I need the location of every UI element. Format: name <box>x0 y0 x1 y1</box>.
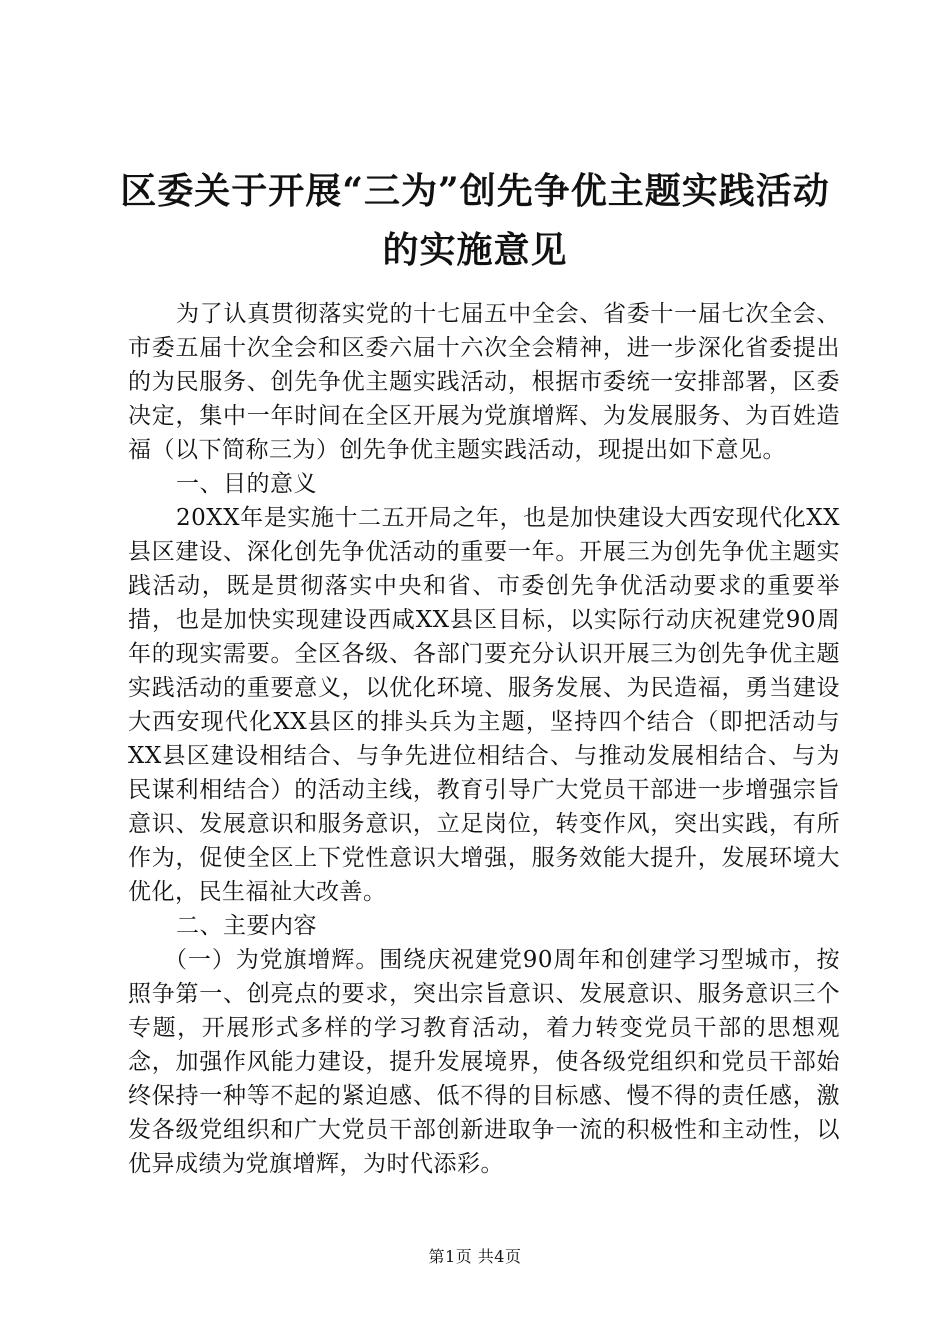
document-title-line-1: 区委关于开展“三为”创先争优主题实践活动 <box>120 170 830 212</box>
section-heading-purpose: 一、目的意义 <box>176 471 317 497</box>
section-heading-content: 二、主要内容 <box>176 913 317 939</box>
document-body <box>128 297 840 1181</box>
page-footer: 第1页 共4页 <box>428 1247 522 1266</box>
purpose-paragraph: 20XX年是实施十二五开局之年，也是加快建设大西安现代化XX县区建设、深化创先争优活动的重要一年。开展三为创先争优主题实践活动，既是贯彻落实中央和省、市委创先争优活动要求的重要举措，也是加快实现建设西咸XX县区目标，以实际行动庆祝建党90周年的现实需要。全区各级、各部门要充分认识开展三为创先争优主题实践活动的重要意义，以优化环境、服务发展、为民造福，勇当建设大西安现代化XX县区的排头兵为主题，坚持四个结合（即把活动与XX县区建设相结合、与争先进位相结合、与推动发展相结合、与为民谋利相结合）的活动主线，教育引导广大党员干部进一步增强宗旨意识、发展意识和服务意识，立足岗位，转变作风，突出实践，有所作为，促使全区上下党性意识大增强，服务效能大提升，发展环境大优化，民生福祉大改善。 <box>128 505 840 905</box>
content-paragraph-1: （一）为党旗增辉。围绕庆祝建党90周年和创建学习型城市，按照争第一、创亮点的要求，突出宗旨意识、发展意识、服务意识三个专题，开展形式多样的学习教育活动，着力转变党员干部的思想观念，加强作风能力建设，提升发展境界，使各级党组织和党员干部始终保持一种等不起的紧迫感、低不得的目标感、慢不得的责任感，激发各级党组织和广大党员干部创新进取争一流的积极性和主动性，以优异成绩为党旗增辉，为时代添彩。 <box>128 947 840 1177</box>
document-title-line-2: 的实施意见 <box>382 229 568 271</box>
intro-paragraph: 为了认真贯彻落实党的十七届五中全会、省委十一届七次全会、市委五届十次全会和区委六届十六次全会精神，进一步深化省委提出的为民服务、创先争优主题实践活动，根据市委统一安排部署，区委决定，集中一年时间在全区开展为党旗增辉、为发展服务、为百姓造福（以下简称三为）创先争优主题实践活动，现提出如下意见。 <box>128 301 840 463</box>
